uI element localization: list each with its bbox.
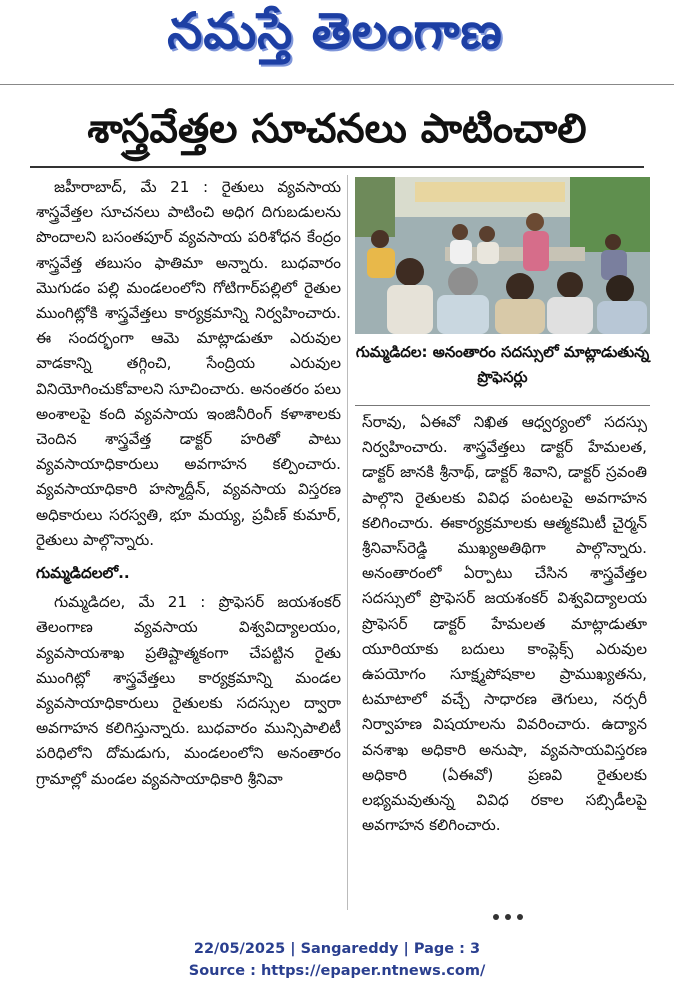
footer-date-edition: 22/05/2025 | Sangareddy | Page : 3 xyxy=(193,941,481,957)
photo-caption: గుమ్మడిదల: అనంతారం సదస్సులో మాట్లాడుతున్న ప్రొఫెసర్లు xyxy=(355,343,650,386)
masthead xyxy=(0,0,674,90)
end-of-article-mark xyxy=(468,914,548,922)
meeting-photo-illustration xyxy=(355,177,650,334)
left-paragraph-1: జహీరాబాద్, మే 21 : రైతులు వ్యవసాయ శాస్త్రవేత్తల సూచనలు పాటించి అధిగ దిగుబడులను పొందాలని బసంతపూర్ వ్యవసాయ పరిశోధన కేంద్రం శాస్త్రవేత్త తబుసం ఫాతిమా అన్నారు. బుధవారం మొగుడం పల్లి మండలంలోని గోటిగార్‌పల్లిలో రైతుల ముంగిట్లోకి శాస్త్రవేత్తలు కార్యక్రమాన్ని నిర్వహించారు. ఈ సందర్భంగా ఆమె మాట్లాడుతూ ఎరువుల వాడకాన్ని తగ్గించి, సేంద్రియ ఎరువుల వినియోగించుకోవాలని సూచించారు. అనంతరం పలు అంశాలపై కంది వ్యవసాయ ఇంజినీరింగ్ కళాశాలకు చెందిన శాస్త్రవేత్త డాక్టర్ హరితో పాటు వ్యవసాయాధికారులు అవగాహన కల్పించారు. వ్యవసాయాధికారి హస్మొద్దీన్, వ్యవసాయ విస్తరణ అధికారులు సరస్వతి, భూ మయ్య, ప్రవీణ్ కుమార్, రైతులు పాల్గొన్నారు. xyxy=(36,178,341,549)
article-headline: శాస్త్రవేత్తల సూచనలు పాటించాలి xyxy=(87,106,587,152)
article-photo xyxy=(355,177,650,334)
headline-rule xyxy=(30,166,644,168)
newspaper-logo: నమస్తే తెలంగాణ xyxy=(167,1,503,60)
end-dot xyxy=(517,914,523,920)
left-paragraph-2: గుమ్మడిదల, మే 21 : ప్రొఫెసర్ జయశంకర్ తెలంగాణ వ్యవసాయ విశ్వవిద్యాలయం, వ్యవసాయశాఖ ప్రతిష్టాత్మకంగా చేపట్టిన రైతు ముంగిట్లో శాస్త్రవేత్తలు కార్యక్రమాన్ని మండల వ్యవసాయాధికారులు రైతులకు సదస్సుల ద్వారా అవగాహన కలిగిస్తున్నారు. బుధవారం మున్సిపాలిటీ పరిధిలోని దోమడుగు, మండలంలోని అనంతారం గ్రామాల్లో మండల వ్యవసాయాధికారి శ్రీనివా xyxy=(36,593,341,788)
caption-rule xyxy=(355,405,650,406)
end-dot xyxy=(505,914,511,920)
footer-source: Source : https://epaper.ntnews.com/ xyxy=(188,963,486,979)
subheading: గుమ్మడిదలలో.. xyxy=(36,564,130,583)
page-footer xyxy=(0,938,674,988)
masthead-rule xyxy=(0,84,674,85)
right-column xyxy=(362,410,647,910)
end-dot xyxy=(493,914,499,920)
right-paragraph: స్‌రావు, ఏఈవో నిఖిత ఆధ్వర్యంలో సదస్సు నిర్వహించారు. శాస్త్రవేత్తలు డాక్టర్ హేమలత, డాక్టర్ జానకి శ్రీనాథ్, డాక్టర్ శివాని, డాక్టర్ స్రవంతి పాల్గొని రైతులకు వివిధ పంటలపై అవగాహన కలిగించారు. ఈకార్యక్రమాలకు ఆత్మకమిటీ చైర్మన్ శ్రీనివాస్‌రెడ్డి ముఖ్యఅతిథిగా పాల్గొన్నారు. అనంతారంలో ఏర్పాటు చేసిన శాస్త్రవేత్తల సదస్సులో ప్రొఫెసర్ జయశంకర్ విశ్వవిద్యాలయ ప్రొఫెసర్ డాక్టర్ హేమలత మాట్లాడుతూ యూరియాకు బదులు కాంప్లెక్స్ ఎరువుల ఉపయోగం సూక్ష్మపోషకాల ప్రాముఖ్యతను, టమాటాలో వచ్చే సాధారణ తెగులు, నర్సరీ నిర్వాహణ విషయాలను వివరించారు. ఉద్యాన వనశాఖ అధికారి అనుషా, వ్యవసాయవిస్తరణ అధికారి (ఏఈవో) ప్రణవి రైతులకు లభ్యమవుతున్న వివిధ రకాల సబ్సిడీలపై అవగాహన కలిగించారు. xyxy=(362,413,647,835)
column-divider xyxy=(347,175,348,910)
left-column xyxy=(36,175,341,915)
